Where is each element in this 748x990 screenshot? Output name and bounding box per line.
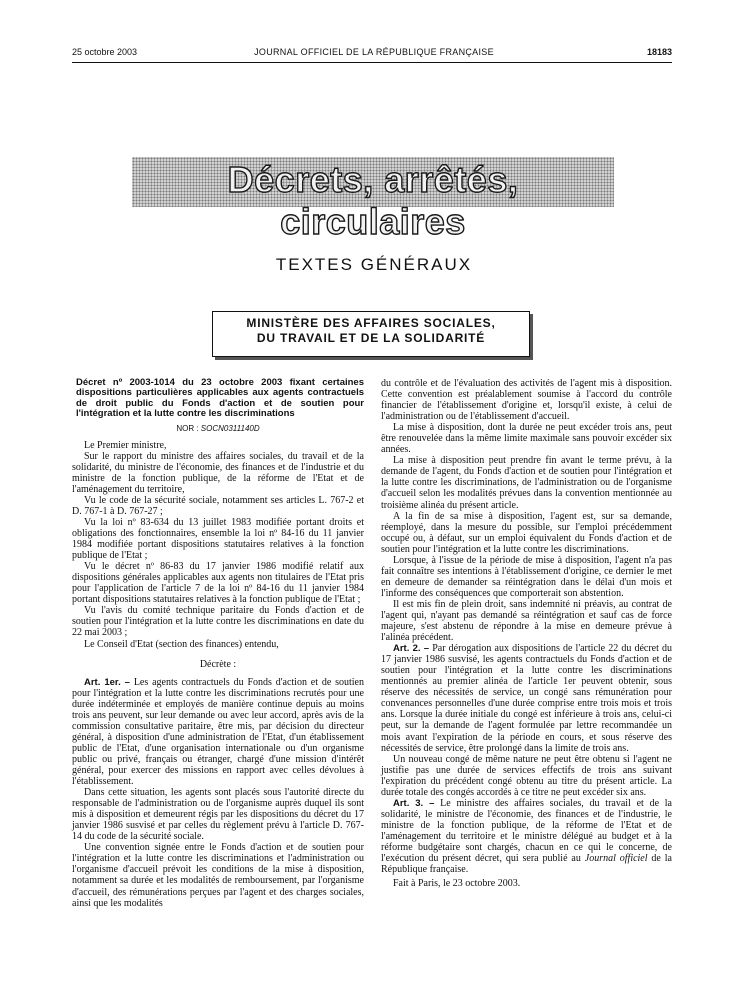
publication-date: 25 octobre 2003 [72, 47, 138, 57]
section-banner [132, 157, 614, 242]
banner-title: Décrets, arrêtés, circulaires [227, 159, 519, 242]
signature-line: Fait à Paris, le 23 octobre 2003. [393, 878, 521, 890]
section-heading: TEXTES GÉNÉRAUX [275, 255, 473, 274]
article-3-text-end: de la République française. [381, 853, 672, 876]
article-1 [72, 677, 364, 787]
article-3-label: Art. 3. – [393, 797, 435, 809]
article-2 [381, 643, 672, 753]
journal-officiel-ref: Journal officiel [584, 853, 648, 865]
paragraph: Vu l'avis du comité technique paritaire du Fonds d'action et de soutien pour l'intégration et la lutte contre les discriminations en date du 22 mai 2003 ; [72, 605, 364, 639]
article-2-text: Par dérogation aux dispositions de l'article 22 du décret du 17 janvier 1986 susvisé, les agents contractuels du Fonds d'action et de soutien pour l'intégration et la lutte contre les discriminations mentionnés au premier alinéa de l'article 1er peuvent obtenir, sous réserve des nécessités de service, un congé sans rémunération pour convenances personnelles d'une durée comprise entre trois mois et trois ans. Lorsque la durée initiale du congé est inférieure à trois ans, celui-ci peut, sur la demande de l'agent formulée par lettre recommandée un mois avant l'expiration de la période en cours, et sous réserve des nécessités de service, être prolongé dans la limite de trois ans. [381, 643, 672, 754]
paragraph: Il est mis fin de plein droit, sans indemnité ni préavis, au contrat de l'agent qui, n'ayant pas demandé sa réintégration et sauf cas de force majeure, s'est abstenu de répondre à la mise en demeure prévue à l'alinéa précédent. [381, 598, 672, 644]
ministry-line-1: MINISTÈRE DES AFFAIRES SOCIALES, [246, 316, 496, 330]
paragraph: La mise à disposition peut prendre fin avant le terme prévu, à la demande de l'agent, du Fonds d'action et de soutien pour l'intégration et la lutte contre les discriminations, de l'administration ou de l'organisme d'accueil selon les modalités prévues dans la convention mentionnée au troisième alinéa du présent article. [381, 455, 672, 511]
paragraph: Le Conseil d'Etat (section des finances) entendu, [84, 638, 279, 650]
paragraph: Dans cette situation, les agents sont placés sous l'autorité directe du responsable de l'administration ou de l'organisme auprès duquel ils sont mis à disposition et demeurent régis par les dispositions du décret du 17 janvier 1986 susvisé et par celles du règlement prévu à l'article D. 767-14 du code de la sécurité sociale. [72, 787, 364, 843]
header-rule [72, 62, 672, 63]
article-2-label: Art. 2. – [393, 643, 430, 655]
left-column [72, 378, 364, 909]
paragraph: Le Premier ministre, [84, 439, 167, 451]
article-1-label: Art. 1er. – [84, 676, 130, 688]
decrete-label: Décrète : [199, 658, 237, 670]
paragraph: Lorsque, à l'issue de la période de mise à disposition, l'agent n'a pas fait connaître ses intentions à l'établissement d'origine, ce dernier le met en demeure de demander sa réintégration dans le délai d'un mois et l'informe des conséquences que comporterait son abstention. [381, 554, 672, 599]
ministry-box [212, 311, 530, 357]
paragraph: La mise à disposition, dont la durée ne peut excéder trois ans, peut être renouvelée dans la même limite maximale sans pouvoir excéder six années. [381, 422, 672, 456]
article-1-text: Les agents contractuels du Fonds d'action et de soutien pour l'intégration et la lutte contre les discriminations recrutés pour une durée indéterminée et employés de manière continue depuis au moins trois ans peuvent, sur leur demande ou avec leur accord, après avis de la commission consultative paritaire, être mis, par décision du directeur général, à disposition d'une administration de l'Etat, d'un établissement public de l'Etat, d'une organisation internationale ou d'un organisme public ou privé, français ou étranger, chargé d'une mission d'intérêt général, pour exercer des missions en rapport avec celles dévolues à l'établissement. [72, 676, 364, 788]
paragraph: Vu le décret nº 86-83 du 17 janvier 1986 modifié relatif aux dispositions générales applicables aux agents non titulaires de l'Etat pris pour l'application de l'article 7 de la loi nº 84-16 du 11 janvier 1984 portant dispositions statutaires relatives à la fonction publique de l'Etat ; [72, 561, 364, 606]
paragraph: du contrôle et de l'évaluation des activités de l'agent mis à disposition. Cette convention est préalablement soumise à l'accord du contrôle financier de l'établissement d'origine et, lorsqu'il existe, à celui de l'administration ou de l'établissement d'accueil. [381, 378, 672, 423]
nor-code: SOCN0311140D [200, 423, 260, 433]
article-3 [381, 798, 672, 875]
nor-label: NOR : [176, 423, 199, 433]
paragraph: A la fin de sa mise à disposition, l'agent est, sur sa demande, réemployé, dans la mesure du possible, sur l'emploi précédemment occupé ou, à défaut, sur un emploi équivalent du Fonds d'action et de soutien pour l'intégration et la lutte contre les discriminations. [381, 510, 672, 555]
ministry-line-2: DU TRAVAIL ET DE LA SOLIDARITÉ [256, 331, 486, 345]
paragraph: Sur le rapport du ministre des affaires sociales, du travail et de la solidarité, du ministre de l'économie, des finances et de l'industrie et du ministre de la fonction publique, de la réforme de l'Etat et de l'aménagement du territoire, [72, 450, 364, 495]
journal-title: JOURNAL OFFICIEL DE LA RÉPUBLIQUE FRANÇAISE [254, 47, 494, 57]
paragraph: Vu la loi nº 83-634 du 13 juillet 1983 modifiée portant droits et obligations des fonctionnaires, ensemble la loi nº 84-16 du 11 janvier 1984 modifiée portant dispositions statutaires relatives à la fonction publique de l'Etat ; [72, 517, 364, 562]
paragraph: Un nouveau congé de même nature ne peut être obtenu si l'agent ne justifie pas une durée de services effectifs de trois ans suivant l'expiration du précédent congé obtenu au titre du présent article. La durée totale des congés accordés à ce titre ne peut excéder six ans. [381, 753, 672, 798]
decree-title: Décret nº 2003-1014 du 23 octobre 2003 fixant certaines dispositions particulières applicables aux agents contractuels de droit public du Fonds d'action et de soutien pour l'intégration et la lutte contre les discriminations [76, 377, 364, 420]
paragraph: Vu le code de la sécurité sociale, notamment ses articles L. 767-2 et D. 767-1 à D. 767-27 ; [72, 494, 364, 517]
article-3-text: Le ministre des affaires sociales, du travail et de la solidarité, le ministre de l'économie, des finances et de l'industrie, le ministre de la fonction publique, de la réforme de l'Etat et de l'aménagement du territoire et le ministre délégué au budget et à la réforme budgétaire sont chargés, chacun en ce qui le concerne, de l'exécution du présent décret, qui sera publié au [381, 797, 672, 865]
paragraph: Une convention signée entre le Fonds d'action et de soutien pour l'intégration et la lutte contre les discriminations et l'administration ou l'organisme d'accueil prévoit les conditions de la mise à disposition, notamment sa durée et les modalités de remboursement, par l'organisme d'accueil, des rémunérations perçues par l'agent et des charges sociales, ainsi que les modalités [72, 842, 364, 909]
nor-reference [72, 423, 364, 434]
page-number: 18183 [646, 47, 672, 57]
right-column [381, 378, 672, 889]
